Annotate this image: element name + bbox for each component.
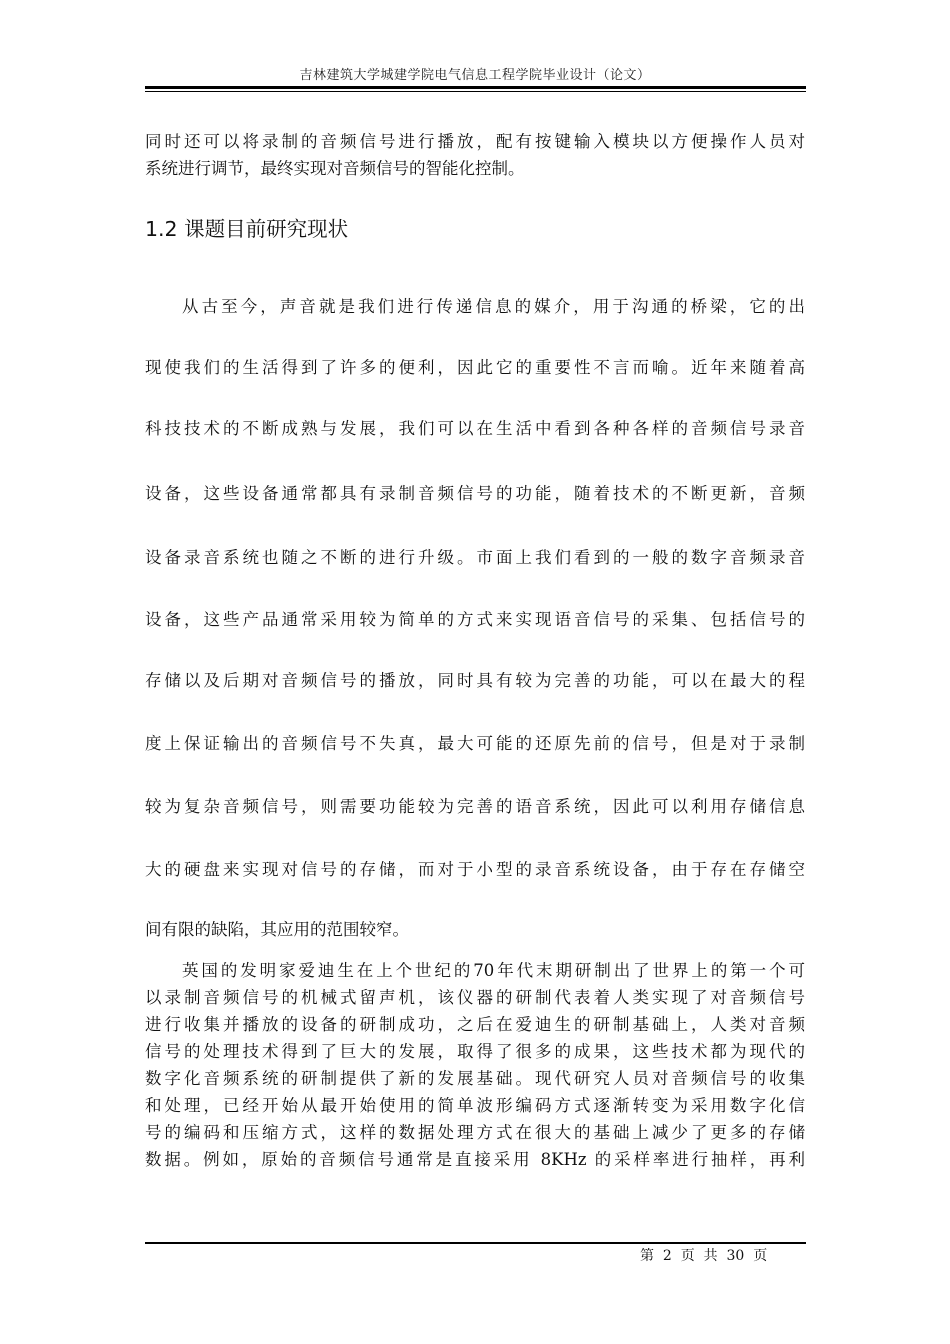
body-line: 数字化音频系统的研制提供了新的发展基础。现代研究人员对音频信号的收集 xyxy=(145,1069,805,1088)
body-line: 进行收集并播放的设备的研制成功，之后在爱迪生的研制基础上，人类对音频 xyxy=(145,1015,805,1034)
header-rule-thin xyxy=(145,91,806,92)
body-line: 现使我们的生活得到了许多的便利，因此它的重要性不言而喻。近年来随着高 xyxy=(145,358,805,377)
body-line: 系统进行调节，最终实现对音频信号的智能化控制。 xyxy=(145,159,525,178)
body-line: 号的编码和压缩方式，这样的数据处理方式在很大的基础上减少了更多的存储 xyxy=(145,1123,805,1142)
body-line: 设备录音系统也随之不断的进行升级。市面上我们看到的一般的数字音频录音 xyxy=(145,548,805,567)
body-line: 英国的发明家爱迪生在上个世纪的70年代末期研制出了世界上的第一个可 xyxy=(182,961,805,980)
body-line: 数据。例如，原始的音频信号通常是直接采用 8KHz 的采样率进行抽样，再利 xyxy=(145,1150,805,1169)
page-header: 吉林建筑大学城建学院电气信息工程学院毕业设计（论文） xyxy=(299,68,651,83)
body-line: 信号的处理技术得到了巨大的发展，取得了很多的成果，这些技术都为现代的 xyxy=(145,1042,805,1061)
footer-rule xyxy=(145,1242,806,1244)
body-line: 度上保证输出的音频信号不失真，最大可能的还原先前的信号，但是对于录制 xyxy=(145,734,805,753)
header-rule-thick xyxy=(145,86,806,89)
body-line: 设备，这些产品通常采用较为简单的方式来实现语音信号的采集、包括信号的 xyxy=(145,610,805,629)
body-line: 间有限的缺陷，其应用的范围较窄。 xyxy=(145,920,409,939)
body-line: 存储以及后期对音频信号的播放，同时具有较为完善的功能，可以在最大的程 xyxy=(145,671,805,690)
body-line: 和处理，已经开始从最开始使用的简单波形编码方式逐渐转变为采用数字化信 xyxy=(145,1096,805,1115)
body-line: 以录制音频信号的机械式留声机，该仪器的研制代表着人类实现了对音频信号 xyxy=(145,988,805,1007)
body-line: 同时还可以将录制的音频信号进行播放，配有按键输入模块以方便操作人员对 xyxy=(145,132,805,151)
body-line: 从古至今，声音就是我们进行传递信息的媒介，用于沟通的桥梁，它的出 xyxy=(182,297,805,316)
section-heading: 1.2 课题目前研究现状 xyxy=(145,217,349,241)
page-number: 第 2 页 共 30 页 xyxy=(640,1248,768,1264)
body-line: 较为复杂音频信号，则需要功能较为完善的语音系统，因此可以利用存储信息 xyxy=(145,797,805,816)
body-line: 科技技术的不断成熟与发展，我们可以在生活中看到各种各样的音频信号录音 xyxy=(145,419,805,438)
body-line: 设备，这些设备通常都具有录制音频信号的功能，随着技术的不断更新，音频 xyxy=(145,484,805,503)
body-line: 大的硬盘来实现对信号的存储，而对于小型的录音系统设备，由于存在存储空 xyxy=(145,860,805,879)
